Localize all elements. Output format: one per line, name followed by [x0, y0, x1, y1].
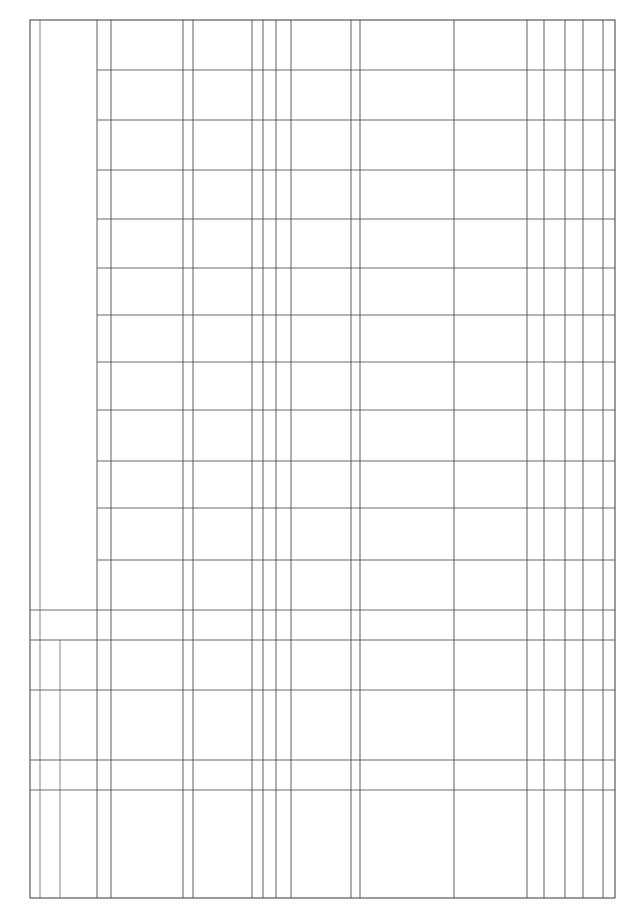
column-lines: [97, 20, 603, 898]
